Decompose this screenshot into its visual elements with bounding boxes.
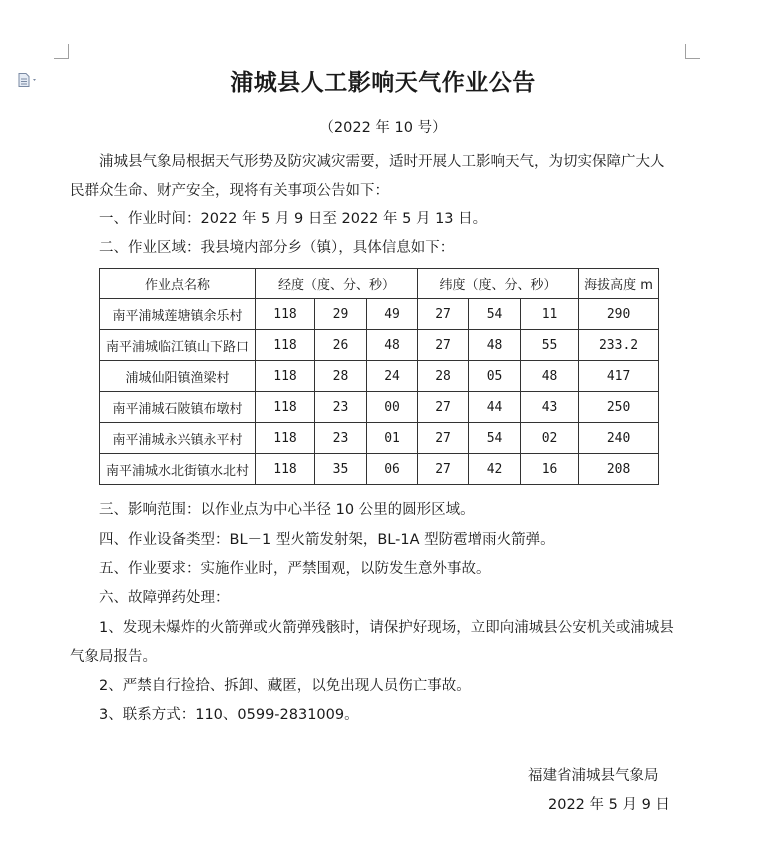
sub-item-3-contact: 3、联系方式：110、0599-2831009。 <box>99 707 359 723</box>
lat-sec-cell: 43 <box>521 392 579 423</box>
table-row <box>100 392 659 423</box>
table-row <box>100 361 659 392</box>
lon-sec-cell: 01 <box>367 423 418 454</box>
altitude-cell: 417 <box>579 361 659 392</box>
lon-sec-cell: 48 <box>367 330 418 361</box>
site-name-cell: 浦城仙阳镇渔梁村 <box>100 361 256 392</box>
site-name-cell: 南平浦城莲塘镇余乐村 <box>100 299 256 330</box>
site-name-cell: 南平浦城永兴镇永平村 <box>100 423 256 454</box>
lon-deg-cell: 118 <box>256 454 315 485</box>
header-latitude: 纬度（度、分、秒） <box>418 269 579 299</box>
lon-deg-cell: 118 <box>256 361 315 392</box>
item-equipment: 四、作业设备类型：BL－1 型火箭发射架，BL-1A 型防雹增雨火箭弹。 <box>99 532 555 548</box>
lon-min-cell: 23 <box>315 423 367 454</box>
intro-line-2: 民群众生命、财产安全，现将有关事项公告如下： <box>70 183 389 199</box>
lon-deg-cell: 118 <box>256 299 315 330</box>
altitude-cell: 208 <box>579 454 659 485</box>
lat-deg-cell: 27 <box>418 330 469 361</box>
signature-date: 2022 年 5 月 9 日 <box>548 797 670 813</box>
header-altitude: 海拔高度 m <box>579 269 659 299</box>
lon-deg-cell: 118 <box>256 330 315 361</box>
signature-org: 福建省浦城县气象局 <box>528 768 659 784</box>
lon-min-cell: 29 <box>315 299 367 330</box>
lon-min-cell: 23 <box>315 392 367 423</box>
table-row <box>100 423 659 454</box>
lat-sec-cell: 02 <box>521 423 579 454</box>
site-name-cell: 南平浦城石陂镇布墩村 <box>100 392 256 423</box>
work-sites-table <box>99 268 659 485</box>
site-name-cell: 南平浦城临江镇山下路口 <box>100 330 256 361</box>
lat-deg-cell: 27 <box>418 423 469 454</box>
altitude-cell: 290 <box>579 299 659 330</box>
lat-min-cell: 48 <box>469 330 521 361</box>
header-site-name: 作业点名称 <box>100 269 256 299</box>
altitude-cell: 250 <box>579 392 659 423</box>
lat-min-cell: 42 <box>469 454 521 485</box>
lat-sec-cell: 55 <box>521 330 579 361</box>
page-title: 浦城县人工影响天气作业公告 <box>230 69 536 96</box>
lat-deg-cell: 28 <box>418 361 469 392</box>
sub-item-1-line-2: 气象局报告。 <box>70 649 157 665</box>
margin-corner-top-left <box>54 44 69 59</box>
sub-item-1-line-1: 1、发现未爆炸的火箭弹或火箭弹残骸时，请保护好现场，立即向浦城县公安机关或浦城县 <box>99 620 674 636</box>
lat-min-cell: 44 <box>469 392 521 423</box>
item-impact-range: 三、影响范围：以作业点为中心半径 10 公里的圆形区域。 <box>99 502 475 518</box>
lat-min-cell: 05 <box>469 361 521 392</box>
item-work-time: 一、作业时间：2022 年 5 月 9 日至 2022 年 5 月 13 日。 <box>99 211 488 227</box>
lon-deg-cell: 118 <box>256 392 315 423</box>
lat-sec-cell: 48 <box>521 361 579 392</box>
item-faulty-ammo: 六、故障弹药处理： <box>99 590 230 606</box>
lat-sec-cell: 16 <box>521 454 579 485</box>
lat-sec-cell: 11 <box>521 299 579 330</box>
table-header-row <box>100 269 659 299</box>
margin-corner-top-right <box>685 44 700 59</box>
lat-deg-cell: 27 <box>418 454 469 485</box>
table-row <box>100 299 659 330</box>
lat-deg-cell: 27 <box>418 392 469 423</box>
lon-sec-cell: 06 <box>367 454 418 485</box>
header-longitude: 经度（度、分、秒） <box>256 269 418 299</box>
lon-sec-cell: 24 <box>367 361 418 392</box>
intro-line-1: 浦城县气象局根据天气形势及防灾减灾需要，适时开展人工影响天气，为切实保障广大人 <box>99 154 665 170</box>
lat-min-cell: 54 <box>469 423 521 454</box>
altitude-cell: 233.2 <box>579 330 659 361</box>
lon-sec-cell: 00 <box>367 392 418 423</box>
lon-deg-cell: 118 <box>256 423 315 454</box>
table-row <box>100 330 659 361</box>
lon-min-cell: 26 <box>315 330 367 361</box>
lat-deg-cell: 27 <box>418 299 469 330</box>
page-subtitle: （2022 年 10 号） <box>319 120 447 136</box>
lon-min-cell: 28 <box>315 361 367 392</box>
table-row <box>100 454 659 485</box>
altitude-cell: 240 <box>579 423 659 454</box>
lat-min-cell: 54 <box>469 299 521 330</box>
site-name-cell: 南平浦城水北街镇水北村 <box>100 454 256 485</box>
item-work-area: 二、作业区域：我县境内部分乡（镇），具体信息如下： <box>99 240 455 256</box>
item-requirements: 五、作业要求：实施作业时，严禁围观，以防发生意外事故。 <box>99 561 491 577</box>
lon-sec-cell: 49 <box>367 299 418 330</box>
sub-item-2: 2、严禁自行捡拾、拆卸、藏匿，以免出现人员伤亡事故。 <box>99 678 471 694</box>
lon-min-cell: 35 <box>315 454 367 485</box>
